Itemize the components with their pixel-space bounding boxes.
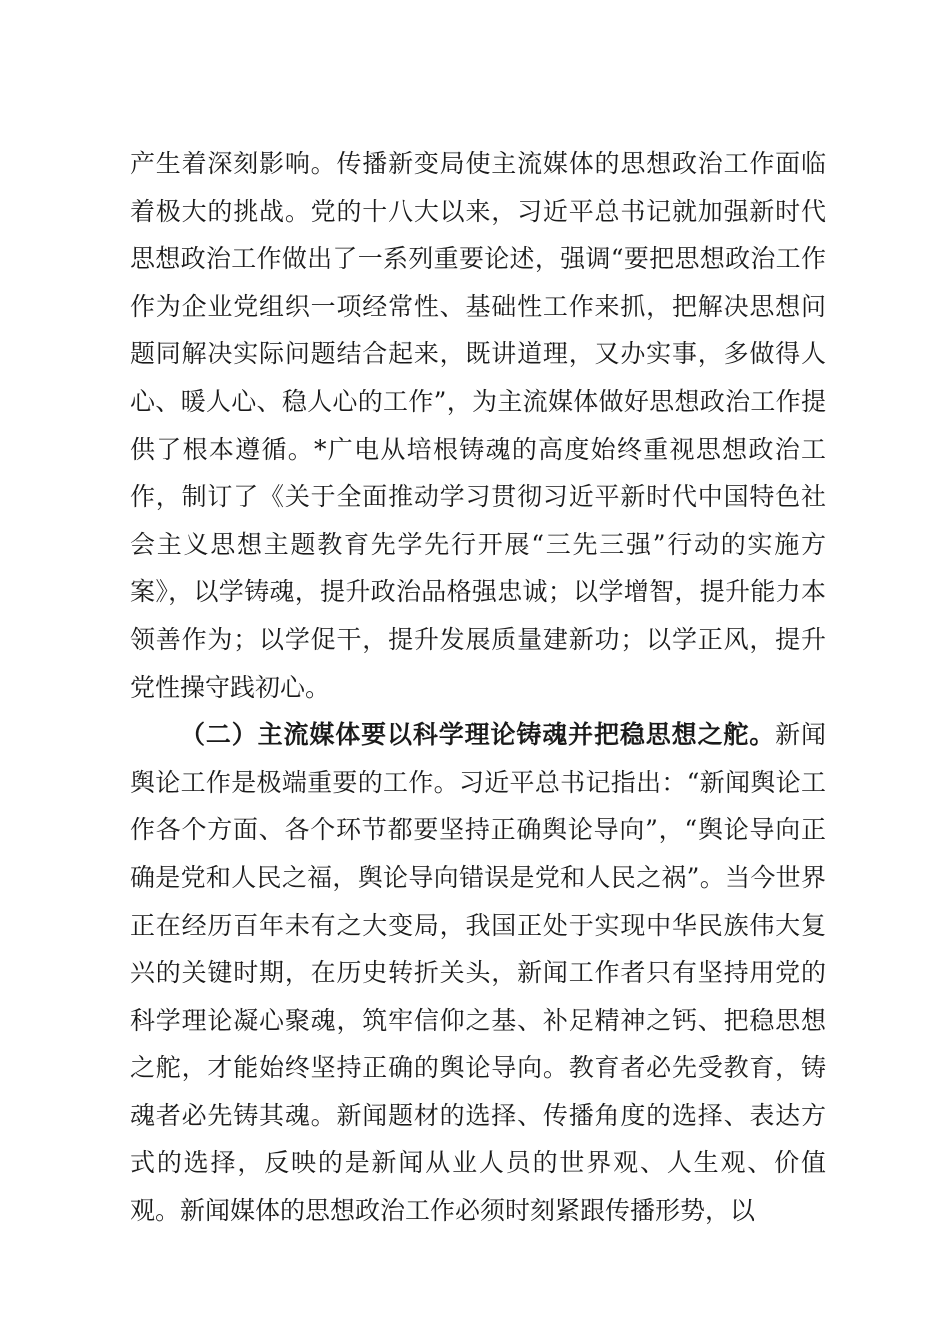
paragraph-text: 产生着深刻影响。传播新变局使主流媒体的思想政治工作面临着极大的挑战。党的十八大以来，习近平总书记就加强新时代思想政治工作做出了一系列重要论述，强调“要把思想政治工作作为企业党组织一项经常性、基础性工作来抓，把解决思想问题同解决实际问题结合起来，既讲道理，又办实事，多做得人心、暖人心、稳人心的工作”，为主流媒体做好思想政治工作提供了根本遵循。*广电从培根铸魂的高度始终重视思想政治工作，制订了《关于全面推动学习贯彻习近平新时代中国特色社会主义思想主题教育先学先行开展“三先三强”行动的实施方案》，以学铸魂，提升政治品格强忠诚；以学增智，提升能力本领善作为；以学促干，提升发展质量建新功；以学正风，提升党性操守践初心。 <box>130 149 826 702</box>
paragraph-section-two <box>130 711 826 1235</box>
section-heading: （二）主流媒体要以科学理论铸魂并把稳思想之舵。 <box>180 720 776 750</box>
body-text <box>130 140 826 1235</box>
paragraph-continued <box>130 140 826 711</box>
paragraph-text: 新闻舆论工作是极端重要的工作。习近平总书记指出：“新闻舆论工作各个方面、各个环节都要坚持正确舆论导向”，“舆论导向正确是党和人民之福，舆论导向错误是党和人民之祸”。当今世界正在经历百年未有之大变局，我国正处于实现中华民族伟大复兴的关键时期，在历史转折关头，新闻工作者只有坚持用党的科学理论凝心聚魂，筑牢信仰之基、补足精神之钙、把稳思想之舵，才能始终坚持正确的舆论导向。教育者必先受教育，铸魂者必先铸其魂。新闻题材的选择、传播角度的选择、表达方式的选择，反映的是新闻从业人员的世界观、人生观、价值观。新闻媒体的思想政治工作必须时刻紧跟传播形势，以 <box>130 720 826 1226</box>
